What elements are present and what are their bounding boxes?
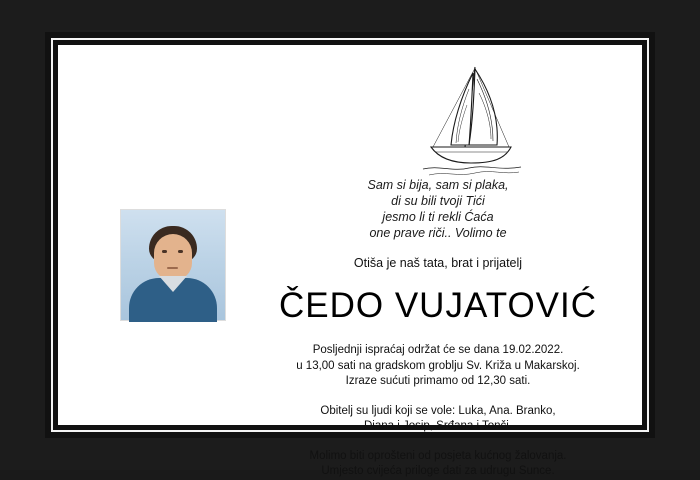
detail-line: u 13,00 sati na gradskom groblju Sv. Križa u Makarskoj. (296, 359, 580, 372)
detail-line: Izraze sućuti primamo od 12,30 sati. (345, 375, 531, 387)
detail-line: Posljednji ispraćaj održat će se dana 19.02.2022. (312, 344, 564, 356)
lead-line: Otiša je naš tata, brat i prijatelj (353, 256, 523, 270)
request-paragraph (238, 449, 638, 480)
portrait-eye-right (178, 250, 183, 253)
portrait-eye-left (162, 250, 167, 253)
obituary-frame (45, 32, 655, 477)
verse-line: jesmo li ti rekli Ćaća (382, 210, 494, 224)
deceased-name: ČEDO VUJATOVIĆ (278, 286, 598, 325)
request-line: Molimo biti oprošteni od posjeta kućnog žalovanja. (309, 449, 567, 462)
portrait-face (154, 234, 192, 280)
family-line: Diana i Josip, Srđana i Tonči. (363, 420, 513, 432)
obituary-text-column (238, 45, 638, 477)
family-line: Obitelj su ljudi koji se vole: Luka, Ana. Branko, (320, 404, 556, 417)
portrait-photo (120, 209, 226, 321)
verse-line: Sam si bija, sam si plaka, (367, 178, 509, 192)
obituary-inner-border (51, 38, 649, 477)
verse-line: one prave riči.. Volimo te (369, 226, 507, 240)
family-paragraph (238, 404, 638, 435)
verse-line: di su bili tvoji Tići (391, 194, 485, 208)
portrait-mouth (167, 267, 178, 269)
obituary-card (58, 45, 642, 477)
verse-block (238, 177, 638, 241)
funeral-details-paragraph (238, 343, 638, 390)
request-line: Umjesto cvijeća priloge dati za udrugu Sunce. (321, 465, 555, 477)
